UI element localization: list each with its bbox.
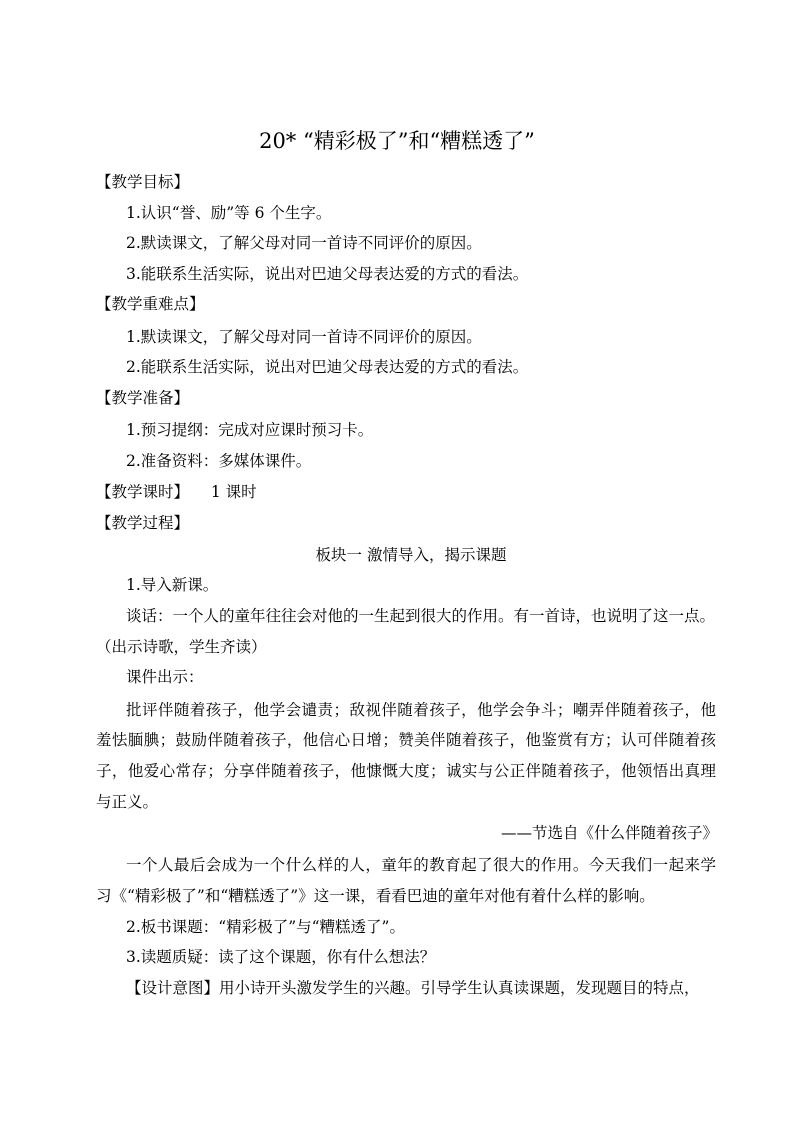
- process-line-1: 1.导入新课。: [126, 576, 219, 594]
- process-line-13: 3.读题质疑：读了这个课题，你有什么想法？: [126, 948, 436, 966]
- section-title: 板块一 激情导入，揭示课题: [315, 546, 507, 564]
- preparation-item-1: 1.预习提纲：完成对应课时预习卡。: [126, 421, 374, 439]
- process-heading: 【教学过程】: [96, 514, 190, 532]
- process-line-2: 谈话：一个人的童年往往会对他的一生起到很大的作用。有一首诗，也说明了这一点。: [126, 607, 716, 625]
- process-line-12: 2.板书课题：“精彩极了”与“糟糕透了”。: [126, 918, 405, 936]
- process-line-4: 课件出示：: [126, 668, 204, 686]
- poem-line-4: 与正义。: [96, 793, 159, 811]
- poem-line-3: 子，他爱心常存；分享伴随着孩子，他慷慨大度；诚实与公正伴随着孩子，他领悟出真理: [96, 762, 716, 780]
- objective-item-1: 1.认识“誉、励”等 6 个生字。: [126, 204, 332, 222]
- periods-heading: 【教学课时】: [96, 483, 190, 501]
- objective-item-3: 3.能联系生活实际，说出对巴迪父母表达爱的方式的看法。: [126, 265, 529, 283]
- poem-source: ——节选自《什么伴随着孩子》: [500, 824, 718, 842]
- objective-item-2: 2.默读课文，了解父母对同一首诗不同评价的原因。: [126, 234, 482, 252]
- periods-value: 1 课时: [210, 483, 257, 501]
- preparation-item-2: 2.准备资料：多媒体课件。: [126, 452, 312, 470]
- design-intent-line: 【设计意图】用小诗开头激发学生的兴趣。引导学生认真读课题，发现题目的特点，: [126, 979, 700, 997]
- process-line-10: 一个人最后会成为一个什么样的人，童年的教育起了很大的作用。今天我们一起来学: [126, 856, 716, 874]
- process-line-11: 习《“精彩极了”和“糟糕透了”》这一课，看看巴迪的童年对他有着什么样的影响。: [96, 887, 655, 905]
- process-line-3: （出示诗歌，学生齐读）: [96, 638, 267, 656]
- objectives-heading: 【教学目标】: [96, 173, 190, 191]
- key-point-item-2: 2.能联系生活实际，说出对巴迪父母表达爱的方式的看法。: [126, 358, 529, 376]
- preparation-heading: 【教学准备】: [96, 389, 190, 407]
- key-points-heading: 【教学重难点】: [96, 295, 205, 313]
- periods-row: [96, 481, 726, 503]
- key-point-item-1: 1.默读课文，了解父母对同一首诗不同评价的原因。: [126, 328, 482, 346]
- page-title: 20* “精彩极了”和“糟糕透了”: [259, 129, 535, 153]
- poem-line-2: 羞怯腼腆；鼓励伴随着孩子，他信心日增；赞美伴随着孩子，他鉴赏有方；认可伴随着孩: [96, 731, 716, 749]
- poem-line-1: 批评伴随着孩子，他学会谴责；敌视伴随着孩子，他学会争斗；嘲弄伴随着孩子，他: [126, 701, 716, 719]
